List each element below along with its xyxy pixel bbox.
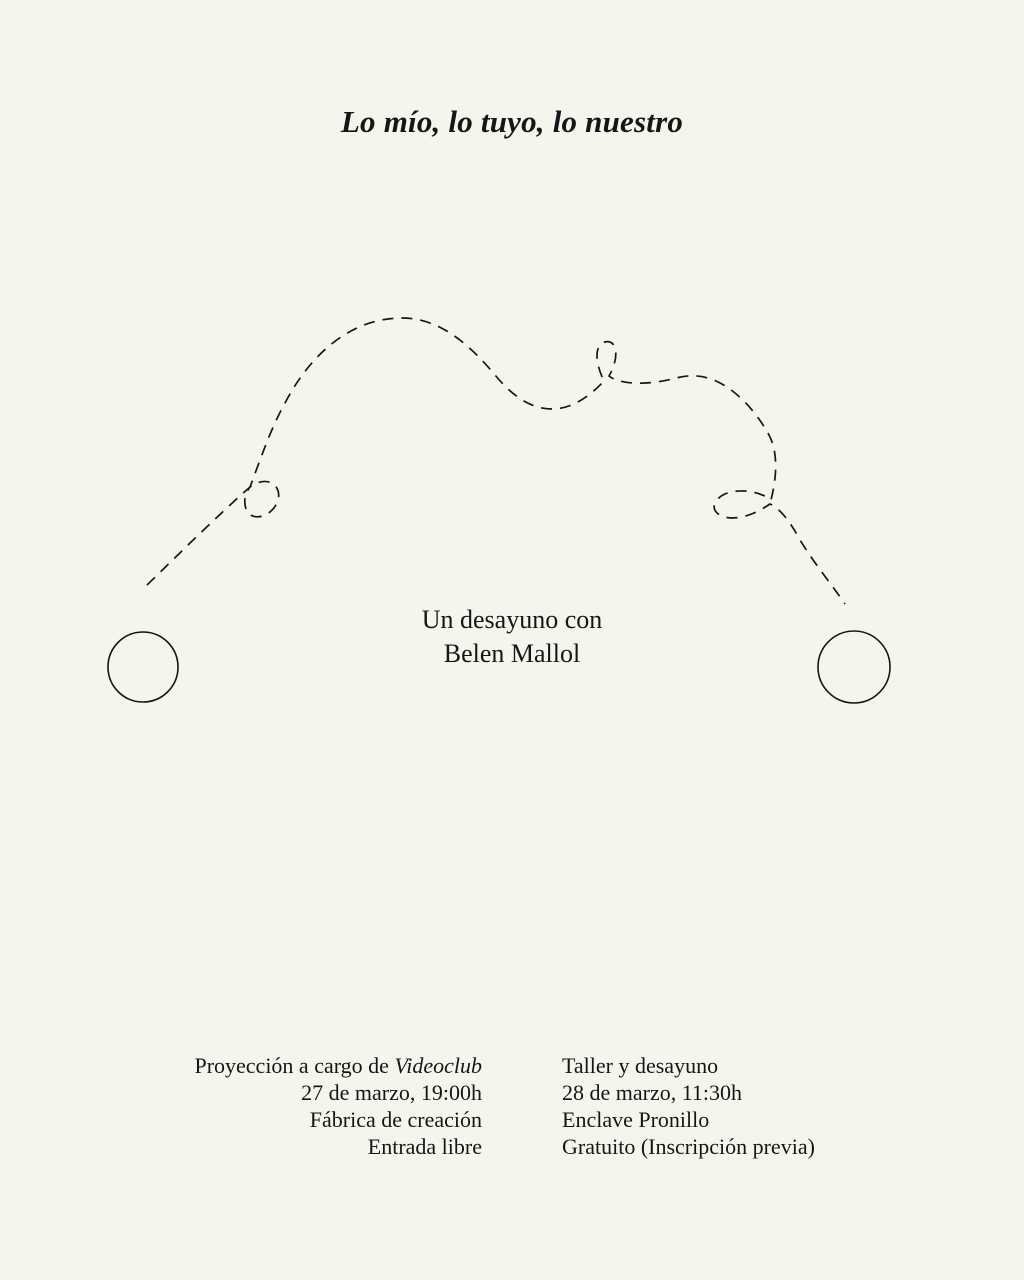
event-right-line-2: 28 de marzo, 11:30h xyxy=(562,1080,743,1105)
event-left-line-1 xyxy=(0,1052,482,1079)
dashed-string-path xyxy=(147,318,845,604)
event-left-line-2: 27 de marzo, 19:00h xyxy=(301,1080,482,1105)
event-details-left xyxy=(0,1052,482,1160)
event-left-line-4: Entrada libre xyxy=(367,1134,482,1159)
event-left-line-1-videoclub: Videoclub xyxy=(394,1053,482,1078)
event-left-line-3: Fábrica de creación xyxy=(309,1107,482,1132)
event-right-line-4: Gratuito (Inscripción previa) xyxy=(562,1134,815,1159)
event-details-right xyxy=(562,1052,962,1160)
event-right-line-3: Enclave Pronillo xyxy=(562,1107,710,1132)
subtitle-line-1: Un desayuno con xyxy=(421,605,603,634)
subtitle-line-2: Belen Mallol xyxy=(443,639,581,668)
event-left-line-1-text: Proyección a cargo de xyxy=(194,1053,395,1078)
subtitle-block xyxy=(0,603,1024,671)
poster-title: Lo mío, lo tuyo, lo nuestro xyxy=(340,104,684,139)
event-right-line-1: Taller y desayuno xyxy=(562,1053,719,1078)
